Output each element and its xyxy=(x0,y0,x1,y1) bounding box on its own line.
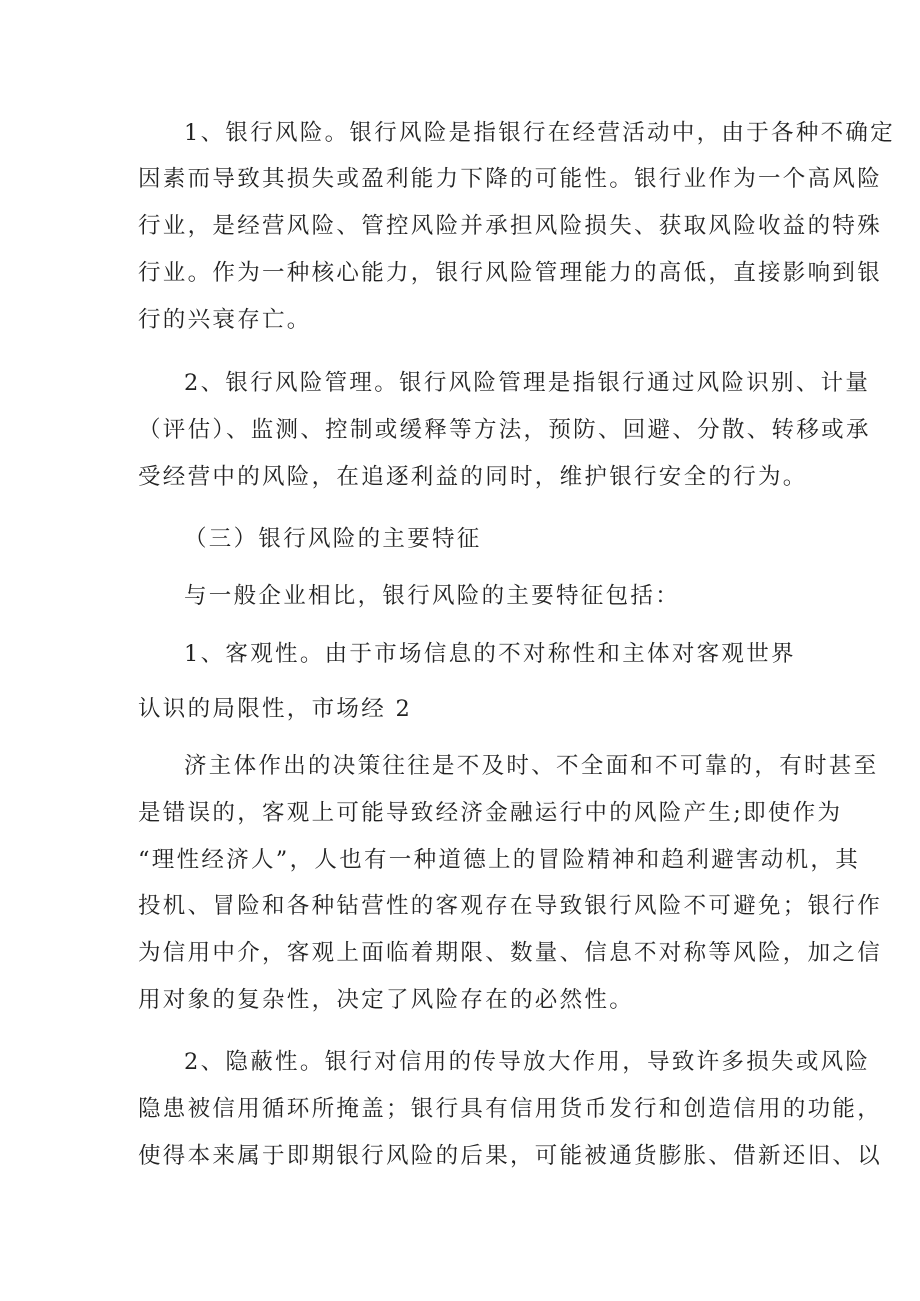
para1-line4: 行业。作为一种核心能力，银行风险管理能力的高低，直接影响到银 xyxy=(138,260,883,286)
para5-line2: 是错误的，客观上可能导致经济金融运行中的风险产生;即使作为 xyxy=(138,800,843,826)
para6-line1: 2、隐蔽性。银行对信用的传导放大作用，导致许多损失或风险 xyxy=(184,1049,871,1075)
para2-line2: （评估）、监测、控制或缓释等方法，预防、回避、分散、转移或承 xyxy=(138,417,871,443)
para5-line3: “理性经济人”，人也有一种道德上的冒险精神和趋利避害动机，其 xyxy=(138,847,861,873)
para6-line3: 使得本来属于即期银行风险的后果，可能被通货膨胀、借新还旧、以 xyxy=(138,1143,883,1169)
section-heading: （三）银行风险的主要特征 xyxy=(184,526,482,552)
para5-line1: 济主体作出的决策往往是不及时、不全面和不可靠的，有时甚至 xyxy=(184,753,879,779)
para6-line2: 隐患被信用循环所掩盖；银行具有信用货币发行和创造信用的功能， xyxy=(138,1096,883,1122)
para1-line3: 行业，是经营风险、管控风险并承担风险损失、获取风险收益的特殊 xyxy=(138,213,883,239)
para5-line5: 为信用中介，客观上面临着期限、数量、信息不对称等风险，加之信 xyxy=(138,940,883,966)
para2-line1: 2、银行风险管理。银行风险管理是指银行通过风险识别、计量 xyxy=(184,370,871,396)
para1-line2: 因素而导致其损失或盈利能力下降的可能性。银行业作为一个高风险 xyxy=(138,166,883,192)
para5-line4: 投机、冒险和各种钻营性的客观存在导致银行风险不可避免；银行作 xyxy=(138,893,883,919)
para4-line2: 认识的局限性，市场经 2 xyxy=(138,696,413,722)
para5-line6: 用对象的复杂性，决定了风险存在的必然性。 xyxy=(138,987,635,1013)
para1-line1: 1、银行风险。银行风险是指银行在经营活动中，由于各种不确定 xyxy=(184,120,896,146)
para1-line5: 行的兴衰存亡。 xyxy=(138,307,312,333)
para4-line1: 1、客观性。由于市场信息的不对称性和主体对客观世界 xyxy=(184,641,796,667)
para2-line3: 受经营中的风险，在追逐利益的同时，维护银行安全的行为。 xyxy=(138,464,808,490)
para3-line1: 与一般企业相比，银行风险的主要特征包括： xyxy=(184,583,681,609)
